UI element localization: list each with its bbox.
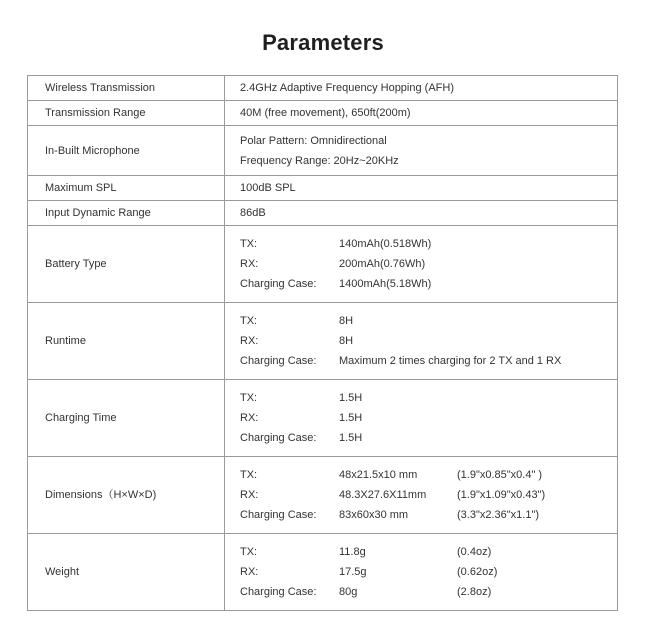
param-value (225, 534, 618, 611)
param-value: 2.4GHz Adaptive Frequency Hopping (AFH) (225, 76, 618, 101)
table-row (28, 534, 618, 611)
parameters-table (27, 75, 618, 611)
table-row (28, 380, 618, 457)
param-label: Maximum SPL (28, 176, 225, 201)
param-value (225, 226, 618, 303)
page-title: Parameters (262, 30, 384, 55)
value-line: TX: 8H (240, 315, 354, 327)
param-value: 40M (free movement), 650ft(200m) (225, 101, 618, 126)
param-label: In-Built Microphone (28, 126, 225, 176)
table-row (28, 126, 618, 176)
value-line: Charging Case: 1400mAh(5.18Wh) (240, 278, 432, 290)
value-line: TX: 11.8g (0.4oz) (240, 546, 492, 558)
param-label: Charging Time (28, 380, 225, 457)
value-line: RX: 17.5g (0.62oz) (240, 566, 498, 578)
param-label: Battery Type (28, 226, 225, 303)
value-line: Charging Case: 1.5H (240, 432, 363, 444)
param-value: 100dB SPL (225, 176, 618, 201)
param-label: Input Dynamic Range (28, 201, 225, 226)
value-line: Charging Case: 83x60x30 mm (3.3"x2.36"x1.1") (240, 509, 540, 521)
param-label: Weight (28, 534, 225, 611)
table-row (28, 76, 618, 101)
value-line: Charging Case: Maximum 2 times charging for 2 TX and 1 RX (240, 355, 562, 367)
value-line: RX: 48.3X27.6X11mm (1.9"x1.09"x0.43") (240, 489, 546, 501)
table-row (28, 303, 618, 380)
param-value (225, 380, 618, 457)
param-label: Wireless Transmission (28, 76, 225, 101)
value-line: Frequency Range: 20Hz~20KHz (240, 154, 399, 167)
param-value (225, 126, 618, 176)
table-row (28, 101, 618, 126)
value-line: RX: 8H (240, 335, 354, 347)
table-row (28, 226, 618, 303)
param-value: 86dB (225, 201, 618, 226)
value-line: TX: 140mAh(0.518Wh) (240, 238, 432, 250)
param-label: Runtime (28, 303, 225, 380)
table-row (28, 176, 618, 201)
value-line: TX: 1.5H (240, 392, 363, 404)
value-line: Charging Case: 80g (2.8oz) (240, 586, 492, 598)
table-row (28, 457, 618, 534)
value-line: TX: 48x21.5x10 mm (1.9"x0.85"x0.4" ) (240, 469, 543, 481)
param-label: Transmission Range (28, 101, 225, 126)
table-row (28, 201, 618, 226)
value-line: RX: 1.5H (240, 412, 363, 424)
param-label: Dimensions（H×W×D) (28, 457, 225, 534)
param-value (225, 303, 618, 380)
param-value (225, 457, 618, 534)
value-line: RX: 200mAh(0.76Wh) (240, 258, 426, 270)
value-line: Polar Pattern: Omnidirectional (240, 134, 387, 147)
